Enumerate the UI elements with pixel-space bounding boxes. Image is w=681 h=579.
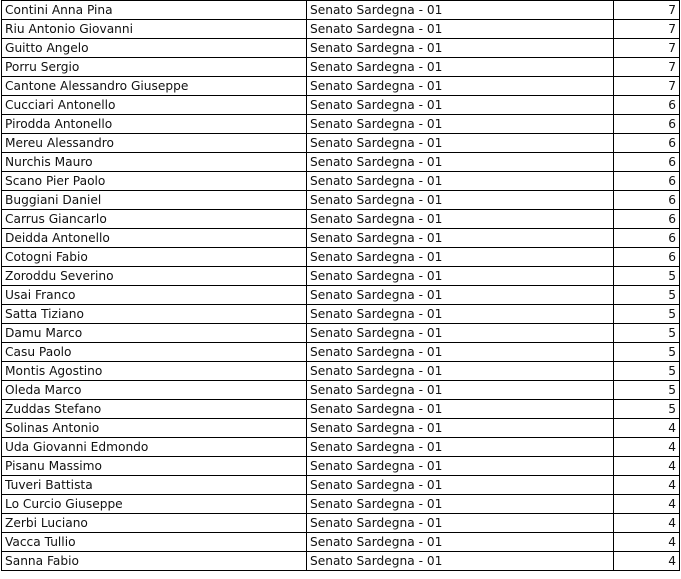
- college-cell[interactable]: Senato Sardegna - 01: [307, 419, 614, 438]
- table-row: [2, 552, 680, 571]
- candidate-name-cell[interactable]: Solinas Antonio: [2, 419, 307, 438]
- college-cell[interactable]: Senato Sardegna - 01: [307, 39, 614, 58]
- results-table: [1, 0, 680, 571]
- candidate-name-cell[interactable]: Buggiani Daniel: [2, 191, 307, 210]
- table-row: [2, 419, 680, 438]
- table-row: [2, 229, 680, 248]
- college-cell[interactable]: Senato Sardegna - 01: [307, 514, 614, 533]
- college-cell[interactable]: Senato Sardegna - 01: [307, 476, 614, 495]
- table-row: [2, 20, 680, 39]
- table-row: [2, 438, 680, 457]
- candidate-name-cell[interactable]: Deidda Antonello: [2, 229, 307, 248]
- table-row: [2, 210, 680, 229]
- college-cell[interactable]: Senato Sardegna - 01: [307, 58, 614, 77]
- college-cell[interactable]: Senato Sardegna - 01: [307, 134, 614, 153]
- votes-cell[interactable]: 5: [614, 362, 680, 381]
- votes-cell[interactable]: 7: [614, 1, 680, 20]
- votes-cell[interactable]: 5: [614, 324, 680, 343]
- candidate-name-cell[interactable]: Damu Marco: [2, 324, 307, 343]
- candidate-name-cell[interactable]: Zoroddu Severino: [2, 267, 307, 286]
- candidate-name-cell[interactable]: Cantone Alessandro Giuseppe: [2, 77, 307, 96]
- table-row: [2, 362, 680, 381]
- votes-cell[interactable]: 5: [614, 305, 680, 324]
- table-row: [2, 96, 680, 115]
- votes-cell[interactable]: 4: [614, 514, 680, 533]
- votes-cell[interactable]: 6: [614, 115, 680, 134]
- candidate-name-cell[interactable]: Pirodda Antonello: [2, 115, 307, 134]
- votes-cell[interactable]: 5: [614, 381, 680, 400]
- college-cell[interactable]: Senato Sardegna - 01: [307, 533, 614, 552]
- candidate-name-cell[interactable]: Vacca Tullio: [2, 533, 307, 552]
- votes-cell[interactable]: 6: [614, 248, 680, 267]
- votes-cell[interactable]: 6: [614, 229, 680, 248]
- votes-cell[interactable]: 6: [614, 153, 680, 172]
- college-cell[interactable]: Senato Sardegna - 01: [307, 286, 614, 305]
- college-cell[interactable]: Senato Sardegna - 01: [307, 362, 614, 381]
- table-row: [2, 457, 680, 476]
- table-row: [2, 115, 680, 134]
- table-row: [2, 324, 680, 343]
- candidate-name-cell[interactable]: Oleda Marco: [2, 381, 307, 400]
- candidate-name-cell[interactable]: Riu Antonio Giovanni: [2, 20, 307, 39]
- table-row: [2, 248, 680, 267]
- votes-cell[interactable]: 7: [614, 77, 680, 96]
- table-row: [2, 77, 680, 96]
- candidate-name-cell[interactable]: Guitto Angelo: [2, 39, 307, 58]
- votes-cell[interactable]: 4: [614, 552, 680, 571]
- college-cell[interactable]: Senato Sardegna - 01: [307, 229, 614, 248]
- table-row: [2, 286, 680, 305]
- college-cell[interactable]: Senato Sardegna - 01: [307, 381, 614, 400]
- table-row: [2, 39, 680, 58]
- college-cell[interactable]: Senato Sardegna - 01: [307, 115, 614, 134]
- votes-cell[interactable]: 7: [614, 39, 680, 58]
- college-cell[interactable]: Senato Sardegna - 01: [307, 1, 614, 20]
- table-row: [2, 134, 680, 153]
- candidate-name-cell[interactable]: Lo Curcio Giuseppe: [2, 495, 307, 514]
- votes-cell[interactable]: 6: [614, 210, 680, 229]
- candidate-name-cell[interactable]: Contini Anna Pina: [2, 1, 307, 20]
- table-row: [2, 514, 680, 533]
- candidate-name-cell[interactable]: Montis Agostino: [2, 362, 307, 381]
- votes-cell[interactable]: 4: [614, 438, 680, 457]
- table-row: [2, 267, 680, 286]
- candidate-name-cell[interactable]: Carrus Giancarlo: [2, 210, 307, 229]
- votes-cell[interactable]: 5: [614, 286, 680, 305]
- table-row: [2, 343, 680, 362]
- candidate-name-cell[interactable]: Sanna Fabio: [2, 552, 307, 571]
- candidate-name-cell[interactable]: Porru Sergio: [2, 58, 307, 77]
- college-cell[interactable]: Senato Sardegna - 01: [307, 77, 614, 96]
- candidate-name-cell[interactable]: Satta Tiziano: [2, 305, 307, 324]
- votes-cell[interactable]: 6: [614, 172, 680, 191]
- votes-cell[interactable]: 5: [614, 400, 680, 419]
- table-row: [2, 400, 680, 419]
- candidate-name-cell[interactable]: Nurchis Mauro: [2, 153, 307, 172]
- college-cell[interactable]: Senato Sardegna - 01: [307, 305, 614, 324]
- college-cell[interactable]: Senato Sardegna - 01: [307, 495, 614, 514]
- table-row: [2, 495, 680, 514]
- table-row: [2, 191, 680, 210]
- college-cell[interactable]: Senato Sardegna - 01: [307, 267, 614, 286]
- votes-cell[interactable]: 5: [614, 267, 680, 286]
- candidate-name-cell[interactable]: Usai Franco: [2, 286, 307, 305]
- candidate-name-cell[interactable]: Mereu Alessandro: [2, 134, 307, 153]
- votes-cell[interactable]: 4: [614, 495, 680, 514]
- college-cell[interactable]: Senato Sardegna - 01: [307, 457, 614, 476]
- college-cell[interactable]: Senato Sardegna - 01: [307, 96, 614, 115]
- candidate-name-cell[interactable]: Uda Giovanni Edmondo: [2, 438, 307, 457]
- votes-cell[interactable]: 4: [614, 476, 680, 495]
- college-cell[interactable]: Senato Sardegna - 01: [307, 438, 614, 457]
- candidate-name-cell[interactable]: Cucciari Antonello: [2, 96, 307, 115]
- college-cell[interactable]: Senato Sardegna - 01: [307, 248, 614, 267]
- results-table-body: [2, 1, 680, 571]
- college-cell[interactable]: Senato Sardegna - 01: [307, 153, 614, 172]
- votes-cell[interactable]: 6: [614, 96, 680, 115]
- votes-cell[interactable]: 7: [614, 20, 680, 39]
- college-cell[interactable]: Senato Sardegna - 01: [307, 191, 614, 210]
- votes-cell[interactable]: 7: [614, 58, 680, 77]
- college-cell[interactable]: Senato Sardegna - 01: [307, 210, 614, 229]
- votes-cell[interactable]: 5: [614, 343, 680, 362]
- votes-cell[interactable]: 4: [614, 419, 680, 438]
- table-row: [2, 381, 680, 400]
- candidate-name-cell[interactable]: Zerbi Luciano: [2, 514, 307, 533]
- table-row: [2, 305, 680, 324]
- college-cell[interactable]: Senato Sardegna - 01: [307, 172, 614, 191]
- votes-cell[interactable]: 6: [614, 191, 680, 210]
- table-row: [2, 172, 680, 191]
- table-row: [2, 1, 680, 20]
- college-cell[interactable]: Senato Sardegna - 01: [307, 552, 614, 571]
- table-row: [2, 476, 680, 495]
- candidate-name-cell[interactable]: Cotogni Fabio: [2, 248, 307, 267]
- college-cell[interactable]: Senato Sardegna - 01: [307, 20, 614, 39]
- votes-cell[interactable]: 4: [614, 457, 680, 476]
- table-row: [2, 58, 680, 77]
- candidate-name-cell[interactable]: Tuveri Battista: [2, 476, 307, 495]
- votes-cell[interactable]: 4: [614, 533, 680, 552]
- votes-cell[interactable]: 6: [614, 134, 680, 153]
- candidate-name-cell[interactable]: Zuddas Stefano: [2, 400, 307, 419]
- table-row: [2, 533, 680, 552]
- college-cell[interactable]: Senato Sardegna - 01: [307, 343, 614, 362]
- candidate-name-cell[interactable]: Casu Paolo: [2, 343, 307, 362]
- candidate-name-cell[interactable]: Pisanu Massimo: [2, 457, 307, 476]
- candidate-name-cell[interactable]: Scano Pier Paolo: [2, 172, 307, 191]
- table-row: [2, 153, 680, 172]
- college-cell[interactable]: Senato Sardegna - 01: [307, 400, 614, 419]
- college-cell[interactable]: Senato Sardegna - 01: [307, 324, 614, 343]
